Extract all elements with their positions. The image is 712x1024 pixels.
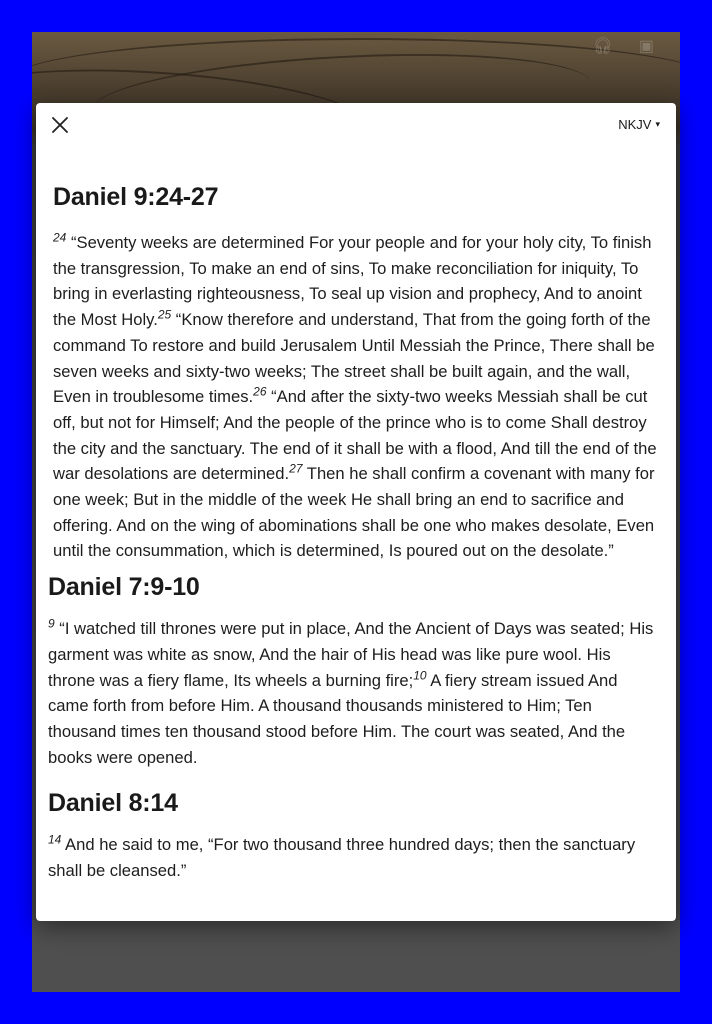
passage — [36, 178, 676, 564]
close-button[interactable] — [48, 113, 72, 137]
background-toolbar — [593, 36, 654, 56]
verse-modal — [36, 103, 676, 921]
verse-number: 25 — [157, 307, 172, 322]
verse-number: 26 — [253, 384, 267, 399]
verse-number: 14 — [48, 832, 62, 847]
passage-reference[interactable]: Daniel 9:24-27 — [53, 183, 219, 211]
passage-list — [36, 178, 676, 921]
passage-reference[interactable]: Daniel 7:9-10 — [48, 573, 200, 602]
passage-text — [48, 616, 662, 770]
verse-number: 9 — [48, 616, 55, 631]
passage-text — [48, 832, 662, 883]
verse-text: And he said to me, “For two thousand three hundred days; then the sanctuary shall be cleansed.” — [48, 835, 636, 881]
verse-text: Then he shall confirm a covenant with many for one week; But in the middle of the week He shall bring an end to sacrifice and offering. And on the wing of abominations shall be one who makes desolate, Even until the consummation, which is determined, Is poured out on the desolate.” — [53, 464, 655, 561]
chevron-down-icon: ▾ — [655, 119, 660, 129]
passage-text — [53, 230, 658, 564]
headphones-icon: 🎧︎ — [592, 38, 613, 55]
verse-number: 27 — [289, 461, 303, 476]
verse-number: 10 — [413, 668, 427, 683]
passage — [36, 570, 676, 770]
background-footer — [32, 920, 680, 992]
verse-number: 24 — [53, 230, 67, 245]
verse-text: A fiery stream issued And came forth from before Him. A thousand thousands ministered to Him; Ten thousand times ten thousand stood before Him. The court was seated, And the books were opened. — [48, 670, 626, 767]
video-icon: ▣ — [638, 38, 654, 55]
verse-text: “I watched till thrones were put in place, And the Ancient of Days was seated; His garment was white as snow, And the hair of His head was like pure wool. His throne was a fiery flame, Its wheels a burning fire; — [48, 619, 654, 690]
close-icon — [48, 113, 72, 137]
passage-reference[interactable]: Daniel 8:14 — [48, 789, 178, 818]
version-selector[interactable] — [618, 117, 660, 132]
verse-text: “Know therefore and understand, That from the going forth of the command To restore and build Jerusalem Until Messiah the Prince, There shall be seven weeks and sixty-two weeks; The street shall be built again, and the wall, Even in troublesome times. — [53, 310, 655, 407]
verse-text: “Seventy weeks are determined For your people and for your holy city, To finish the transgression, To make an end of sins, To make reconciliation for iniquity, To bring in everlasting righteousness, To seal up vision and prophecy, And to anoint the Most Holy. — [53, 233, 652, 330]
verse-text: “And after the sixty-two weeks Messiah shall be cut off, but not for Himself; And the people of the prince who is to come Shall destroy the city and the sanctuary. The end of it shall be with a flood, And till the end of the war desolations are determined. — [53, 387, 657, 484]
version-label: NKJV — [618, 117, 652, 132]
passage — [36, 786, 676, 883]
